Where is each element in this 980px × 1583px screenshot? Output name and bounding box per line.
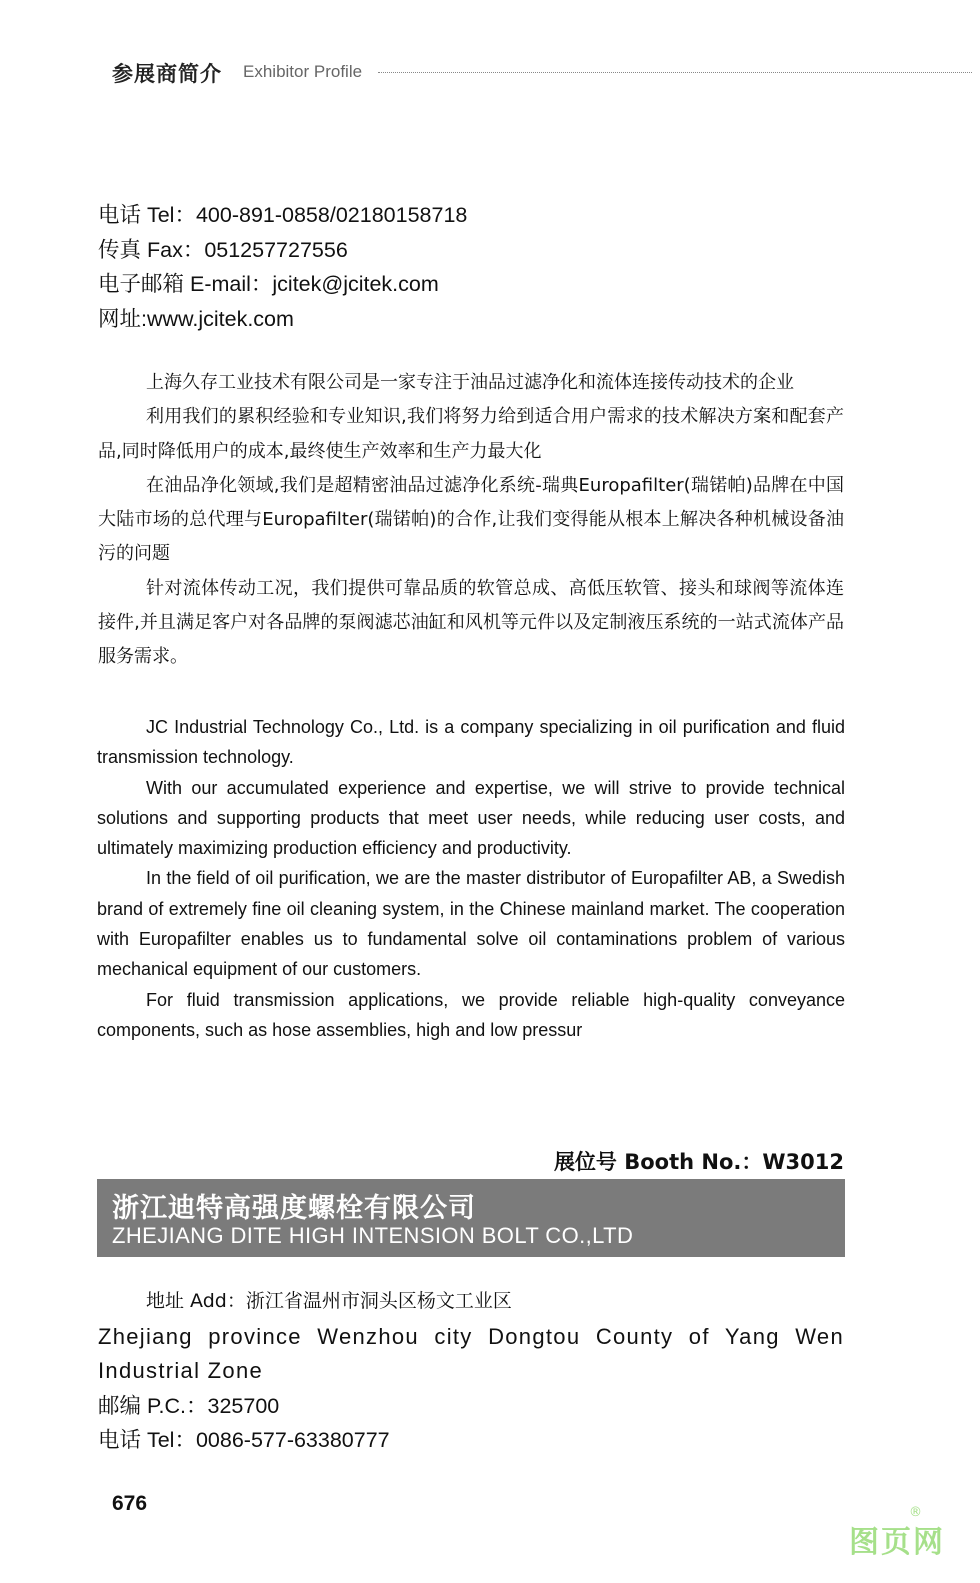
postcode: 邮编 P.C.：325700: [98, 1394, 280, 1418]
contact-fax: 传真 Fax：051257727556: [98, 237, 348, 262]
booth-number: 展位号 Booth No.：W3012: [553, 1150, 844, 1174]
contact-tel: 电话 Tel：400-891-0858/02180158718: [98, 203, 468, 227]
en-paragraph: With our accumulated experience and expertise, we will strive to provide technical solutions and supporting products that meet user needs, while reducing user costs, and ultimately maximizing production efficiency and productivity.: [97, 777, 845, 859]
en-paragraph: For fluid transmission applications, we provide reliable high-quality conveyance components, such as hose assemblies, high and low pressur: [97, 989, 845, 1040]
en-paragraph: In the field of oil purification, we are the master distributor of Europafilter AB, a Swedish brand of extremely fine oil cleaning system, in the Chinese mainland market. The cooperation with Europafilter enables us to fundamental solve oil contaminations problem of various mechanical equipment of our customers.: [97, 868, 845, 980]
english-description: [97, 712, 845, 1045]
zh-paragraph: 在油品净化领域,我们是超精密油品过滤净化系统-瑞典Europafilter(瑞锘帕)品牌在中国大陆市场的总代理与Europafilter(瑞锘帕)的合作,让我们变得能从根本上解决各种机械设备油污的问题: [98, 474, 844, 565]
watermark-text: 图页网: [849, 1525, 945, 1560]
contact-email: 电子邮箱 E-mail：jcitek@jcitek.com: [98, 272, 439, 296]
watermark-logo: [849, 1505, 945, 1561]
header-dotted-rule: [378, 72, 972, 73]
company-name-en: ZHEJIANG DITE HIGH INTENSION BOLT CO.,LTD: [112, 1223, 634, 1248]
zh-paragraph: 利用我们的累积经验和专业知识,我们将努力给到适合用户需求的技术解决方案和配套产品,同时降低用户的成本,最终使生产效率和生产力最大化: [98, 406, 844, 462]
zh-paragraph: 上海久存工业技术有限公司是一家专注于油品过滤净化和流体连接传动技术的企业: [146, 372, 794, 393]
zh-paragraph: 针对流体传动工况，我们提供可靠品质的软管总成、高低压软管、接头和球阀等流体连接件,并且满足客户对各品牌的泵阀滤芯油缸和风机等元件以及定制液压系统的一站式流体产品服务需求。: [98, 577, 844, 668]
company-tel: 电话 Tel：0086-577-63380777: [98, 1428, 390, 1452]
chinese-description: [98, 366, 844, 675]
company-banner: [97, 1179, 845, 1257]
page-number: 676: [112, 1492, 148, 1515]
address-cn: 地址 Add：浙江省温州市洞头区杨文工业区: [146, 1290, 512, 1312]
company-name-cn: 浙江迪特高强度螺栓有限公司: [112, 1193, 476, 1224]
address-en: Zhejiang province Wenzhou city Dongtou County of Yang Wen Industrial Zone: [98, 1324, 844, 1383]
header-title-zh: 参展商简介: [112, 62, 222, 86]
registered-mark: ®: [909, 1505, 922, 1520]
contact-website: 网址:www.jcitek.com: [98, 306, 294, 331]
contact-block: [98, 198, 858, 336]
header-title-en: Exhibitor Profile: [243, 62, 363, 81]
page-header: [112, 58, 972, 88]
en-paragraph: JC Industrial Technology Co., Ltd. is a company specializing in oil purification and fluid transmission technology.: [97, 717, 845, 768]
